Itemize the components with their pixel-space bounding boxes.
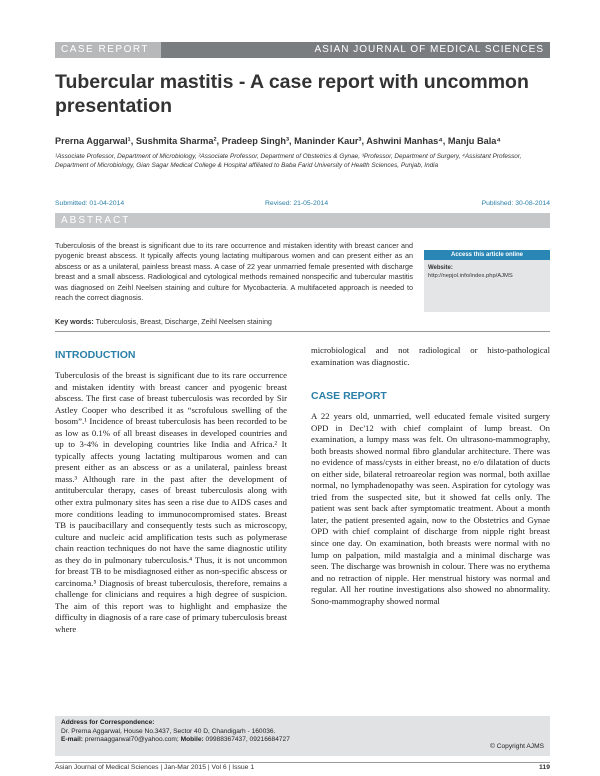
right-column-continuation [311, 345, 550, 368]
case-report-heading: CASE REPORT [311, 390, 387, 402]
page-footer [55, 764, 550, 771]
continuation-paragraph: microbiological and not radiological or histo-pathological examination was diagnostic. [311, 345, 550, 367]
abstract-text: Tuberculosis of the breast is significant due to its rare occurrence and mistaken identity with breast cancer and pyogenic breast abscess. It typically affects young lactating multiparous women and can present either as an abscess or as a unilateral, painless breast mass. A case of 22 year unmarried female presented with discharge breast and a small abscess. Radiological and cytological methods remained nonspecific and tubercular mastitis was diagnosed on Zeihl Neelsen staining and culture for Mycobacteria. A multifaceted approach is needed to reach the correct diagnosis. [55, 241, 413, 303]
journal-header-bar [55, 42, 550, 58]
mobile-number: 09988367437, 09216684727 [205, 736, 290, 744]
introduction-paragraph: Tuberculosis of the breast is significant due to its rare occurrence and mistaken identity with breast cancer and pyogenic breast abscess. The first case of breast tuberculosis was recorded by Sir Astley Cooper who described it as “scrofulous swelling of the bosom”.¹ Incidence of breast tuberculosis has been recorded to be as low as 0.1% of all breast diseases in developed countries and up to 3-4% in developing countries like India and Africa.² It typically affects young lactating multiparous women and can present either as an abscess or as a unilateral, painless breast mass.³ Although rare in the past after the development of antitubercular therapy, cases of breast tuberculosis along with other extra pulmonary sites has seen a rise due to AIDS cases and more conditions leading to immunocompromised states. Breast TB is paucibacillary and consequently tests such as microscopy, culture and nucleic acid amplification tests such as polymerase chain reaction techniques do not have the same diagnostic utility as they do in pulmonary tuberculosis.⁴ Thus, it is not uncommon for breast TB to be misdiagnosed either as non-specific abscess or carcinoma.⁵ Diagnosis of breast tuberculosis, therefore, remains a challenge for clinicians and requires a high degree of suspicion. The aim of this report was to highlight and emphasize the difficulty in diagnosis of a rare case of primary tuberculosis breast where [55, 370, 287, 635]
author-affiliations: ¹Associate Professor, Department of Microbiology, ²Associate Professor, Department of Obstetrics & Gynae, ³Professor, Department of Surgery, ⁴Assistant Professor, Department of Microbiology, Gian Sagar Medical College & Hospital affiliated to Baba Farid University of Health Sciences, Punjab, India [55, 153, 522, 170]
introduction-heading: INTRODUCTION [55, 349, 136, 361]
keywords [55, 317, 413, 326]
abstract-heading: ABSTRACT [55, 213, 550, 228]
keywords-text: Tuberculosis, Breast, Discharge, Zeihl Neelsen staining [95, 317, 272, 326]
copyright-notice: © Copyright AJMS [490, 743, 544, 751]
submitted-date: Submitted: 01-04-2014 [55, 200, 125, 207]
published-date: Published: 30-08-2014 [481, 200, 550, 207]
article-title: Tubercular mastitis - A case report with uncommon presentation [55, 71, 529, 117]
keywords-label: Key words: [55, 317, 94, 326]
article-dates [55, 200, 550, 210]
author-list: Prerna Aggarwal¹, Sushmita Sharma², Pradeep Singh³, Maninder Kaur³, Ashwini Manhas⁴, Manju Bala⁴ [55, 136, 501, 146]
case-report-body [311, 411, 550, 607]
access-box-heading: Access this article online [424, 250, 550, 260]
introduction-body [55, 370, 287, 636]
website-label: Website: [428, 265, 453, 271]
page-number: 119 [539, 764, 550, 771]
correspondence-heading: Address for Correspondence: [61, 719, 155, 726]
journal-name: ASIAN JOURNAL OF MEDICAL SCIENCES [161, 42, 550, 58]
case-report-paragraph: A 22 years old, unmarried, well educated female visited surgery OPD in Dec'12 with chief complaint of lump breast. On examination, a lumpy mass was felt. On ultrasono-mammography, both breasts showed normal fibro glandular architecture. There was no evidence of mass/cysts in either breast, no e/o dilatation of ducts on either side, bilateral retroareolar region was normal, both axillae normal, no lymphadenopathy was seen. Aspiration for cytology was tried from the suspected site, but it showed fat cells only. The patient was sent back after symptomatic treatment. About a month later, the patient presented again, now to the Obstetrics and Gynae OPD with chief complaint of discharge from nipple right breast since one day. On examination, both breasts were normal with no lump on palpation, mild mastalgia and a minimal discharge was seen. The discharge was brownish in colour. There was no erythema and no retraction of nipple. Her menstrual history was normal and regular. All her routine investigations also showed no abnormality. Sono-mammography showed normal [311, 411, 550, 606]
email-label: E-mail: [61, 736, 83, 744]
revised-date: Revised: 21-05-2014 [265, 200, 329, 207]
abstract-divider [55, 331, 550, 332]
correspondence-box [55, 716, 550, 756]
correspondence-address: Dr. Prerna Aggarwal, House No.3437, Sector 40 D, Chandigarh - 160036. [61, 727, 276, 735]
website-link[interactable]: http://nepjol.info/index.php/AJMS [428, 273, 513, 279]
footer-divider [55, 762, 550, 763]
access-online-box [424, 250, 550, 312]
section-label: CASE REPORT [55, 42, 161, 58]
mobile-label: Mobile: [180, 736, 204, 744]
footer-journal-info: Asian Journal of Medical Sciences | Jan-Mar 2015 | Vol 6 | Issue 1 [55, 764, 255, 771]
correspondence-contact [61, 736, 544, 745]
email-address[interactable]: prernaaggarwal70@yahoo.com; [84, 736, 179, 744]
